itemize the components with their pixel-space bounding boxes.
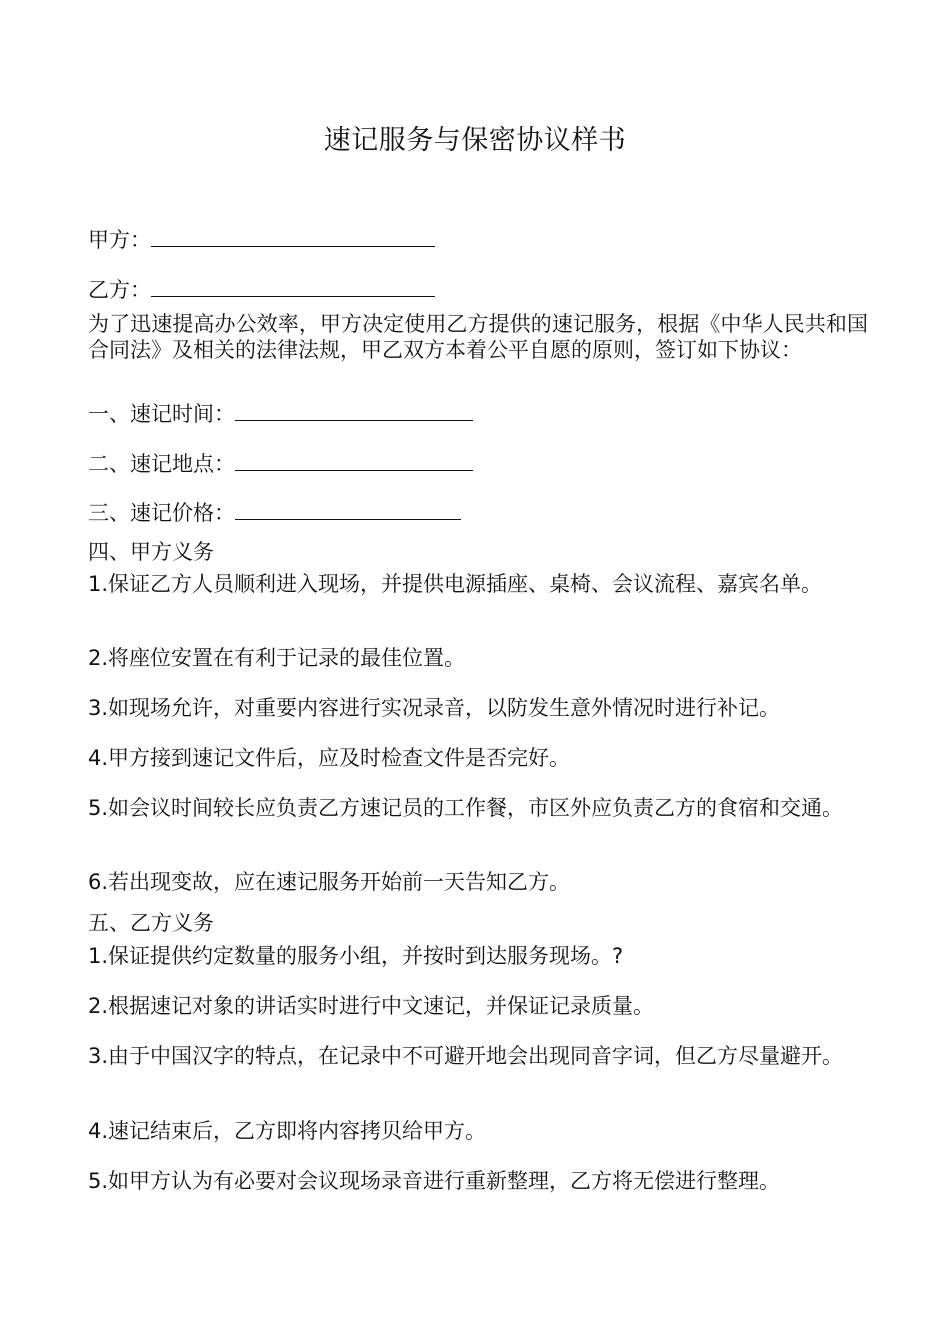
section4-item-6: 6.若出现变故，应在速记服务开始前一天告知乙方。 bbox=[88, 870, 571, 894]
section4-item-2: 2.将座位安置在有利于记录的最佳位置。 bbox=[88, 646, 466, 670]
section5-heading: 五、乙方义务 bbox=[88, 911, 214, 935]
section4-item-3: 3.如现场允许，对重要内容进行实况录音，以防发生意外情况时进行补记。 bbox=[88, 696, 781, 720]
intro-paragraph: 为了迅速提高办公效率，甲方决定使用乙方提供的速记服务，根据《中华人民共和国合同法》及相关的法律法规，甲乙双方本着公平自愿的原则，签订如下协议： bbox=[88, 312, 868, 362]
section4-item-1: 1.保证乙方人员顺利进入现场，并提供电源插座、桌椅、会议流程、嘉宾名单。 bbox=[88, 572, 823, 596]
section3-line bbox=[88, 497, 461, 527]
party-b-label: 乙方： bbox=[88, 278, 151, 302]
section5-item-1: 1.保证提供约定数量的服务小组，并按时到达服务现场。? bbox=[88, 944, 624, 968]
section1-line bbox=[88, 398, 473, 428]
party-a-line bbox=[88, 224, 435, 254]
section4-item-5: 5.如会议时间较长应负责乙方速记员的工作餐，市区外应负责乙方的食宿和交通。 bbox=[88, 796, 844, 820]
party-a-blank bbox=[151, 226, 435, 247]
section5-item-4: 4.速记结束后，乙方即将内容拷贝给甲方。 bbox=[88, 1119, 487, 1143]
section4-item-4: 4.甲方接到速记文件后，应及时检查文件是否完好。 bbox=[88, 746, 571, 770]
section2-blank bbox=[235, 450, 473, 471]
party-b-blank bbox=[151, 276, 435, 297]
section1-label: 一、速记时间： bbox=[88, 402, 235, 426]
section5-item-3: 3.由于中国汉字的特点，在记录中不可避开地会出现同音字词，但乙方尽量避开。 bbox=[88, 1044, 844, 1068]
document-title: 速记服务与保密协议样书 bbox=[323, 125, 627, 156]
section4-heading: 四、甲方义务 bbox=[88, 540, 214, 564]
party-b-line bbox=[88, 274, 435, 304]
section3-blank bbox=[235, 499, 461, 520]
section5-item-2: 2.根据速记对象的讲话实时进行中文速记，并保证记录质量。 bbox=[88, 994, 655, 1018]
section2-label: 二、速记地点： bbox=[88, 452, 235, 476]
section2-line bbox=[88, 448, 473, 478]
section5-item-5: 5.如甲方认为有必要对会议现场录音进行重新整理，乙方将无偿进行整理。 bbox=[88, 1169, 781, 1193]
section1-blank bbox=[235, 400, 473, 421]
party-a-label: 甲方： bbox=[88, 228, 151, 252]
section3-label: 三、速记价格： bbox=[88, 501, 235, 525]
